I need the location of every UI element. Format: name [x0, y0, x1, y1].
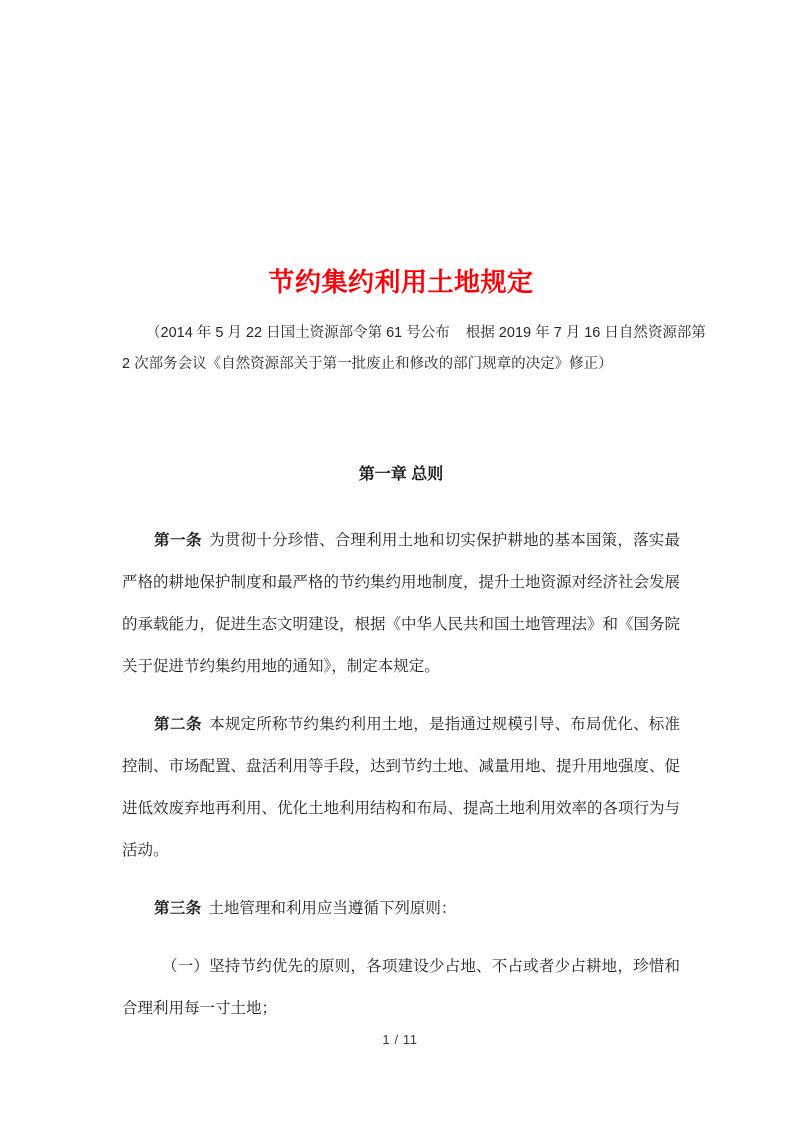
document-subtitle [122, 318, 706, 380]
subtitle-segment-publish: （2014 年 5 月 22 日国土资源部令第 61 号公布 [146, 325, 450, 341]
subtitle-line-2: 2 次部务会议《自然资源部关于第一批废止和修改的部门规章的决定》修正） [122, 356, 613, 372]
article-text: 为贯彻十分珍惜、合理利用土地和切实保护耕地的基本国策，落实最严格的耕地保护制度和最严格的节约集约用地制度，提升土地资源对经济社会发展的承载能力，促进生态文明建设，根据《中华人民共和国土地管理法》和《国务院关于促进节约集约用地的通知》，制定本规定。 [122, 532, 681, 675]
article-paragraph [122, 888, 680, 930]
article-number: 第一条 [154, 532, 202, 549]
article-number: 第三条 [154, 900, 202, 917]
chapter-heading: 第一章 总则 [358, 466, 444, 483]
article-text: 土地管理和利用应当遵循下列原则： [208, 900, 457, 917]
subtitle-line-1 [122, 318, 706, 349]
article-paragraph [122, 520, 680, 688]
subtitle-segment-amend: 根据 2019 年 7 月 16 日自然资源部第 [465, 325, 706, 341]
page-title: 节约集约利用土地规定 [268, 267, 534, 297]
article-text: 本规定所称节约集约利用土地，是指通过规模引导、布局优化、标准控制、市场配置、盘活利用等手段，达到节约土地、减量用地、提升用地强度、促进低效废弃地再利用、优化土地利用结构和布局、提高土地利用效率的各项行为与活动。 [122, 716, 681, 859]
document-body [122, 520, 680, 1046]
article-number: 第二条 [154, 716, 202, 733]
page-number-footer: 1 / 11 [382, 1032, 418, 1047]
list-item-text: （一）坚持节约优先的原则，各项建设少占地、不占或者少占耕地，珍惜和合理利用每一寸土地； [122, 958, 680, 1017]
list-item [122, 946, 680, 1030]
article-paragraph [122, 704, 680, 872]
